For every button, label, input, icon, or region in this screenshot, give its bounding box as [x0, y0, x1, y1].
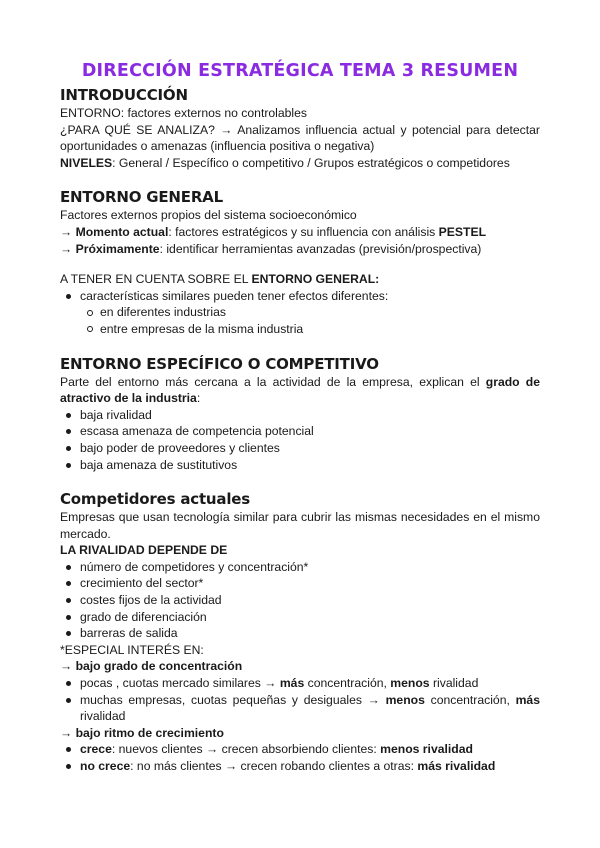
list-item — [60, 675, 540, 692]
list-item — [60, 692, 540, 725]
item-text: rivalidad — [429, 676, 479, 691]
arrow-glyph: → — [60, 659, 76, 674]
competidores-intro: Empresas que usan tecnología similar para cubrir las mismas necesidades en el mismo mercado. — [60, 510, 540, 541]
general-line-factores: Factores externos propios del sistema socioeconómico — [60, 208, 357, 223]
arrow-glyph: → — [60, 224, 76, 239]
item-text: pocas , cuotas mercado similares → — [80, 676, 280, 691]
list-item: crecimiento del sector* — [60, 575, 540, 592]
prox-label: Próximamente — [75, 241, 160, 256]
especial-interes: *ESPECIAL INTERÉS EN: — [60, 642, 204, 657]
arrow-glyph: → — [60, 725, 76, 740]
especifico-heading: ENTORNO ESPECÍFICO O COMPETITIVO — [60, 354, 379, 373]
list-item: costes fijos de la actividad — [60, 592, 540, 609]
crecimiento-list — [60, 741, 540, 774]
list-item: escasa amenaza de competencia potencial — [60, 423, 540, 440]
general-heading: ENTORNO GENERAL — [60, 188, 223, 207]
item-bold: menos rivalidad — [380, 742, 473, 757]
general-momento — [60, 224, 540, 241]
crecimiento-heading — [60, 725, 540, 742]
especifico-intro-end: : — [196, 391, 201, 406]
especifico-list — [60, 407, 540, 473]
item-text: concentración, — [304, 676, 391, 691]
list-item: características similares pueden tener efectos diferentes: — [60, 288, 540, 305]
item-bold: más — [279, 676, 305, 691]
especifico-intro-bold: grado de atractivo de la industria — [60, 374, 540, 406]
item-bold: no crece — [80, 759, 131, 773]
crecimiento-heading-text: bajo ritmo de crecimiento — [75, 725, 224, 740]
list-item: bajo poder de proveedores y clientes — [60, 440, 540, 457]
list-item — [60, 741, 540, 758]
rivalidad-heading-text: LA RIVALIDAD DEPENDE DE — [60, 543, 228, 558]
item-text: : no más clientes → crecen robando clientes a otras: — [130, 759, 418, 773]
list-item: barreras de salida — [60, 625, 540, 642]
intro-line-analiza: ¿PARA QUÉ SE ANALIZA? → Analizamos influencia actual y potencial para detectar oportunidades o amenazas (influencia positiva o negativa) — [60, 122, 540, 154]
especifico-intro-text: Parte del entorno más cercana a la actividad de la empresa, explican el — [60, 374, 486, 389]
arrow-glyph: → — [60, 241, 76, 256]
list-item: grado de diferenciación — [60, 609, 540, 626]
item-bold: crece — [80, 742, 112, 757]
rivalidad-list — [60, 559, 540, 642]
general-proximamente — [60, 241, 540, 258]
item-text: : nuevos clientes → crecen absorbiendo clientes: — [111, 742, 381, 757]
tener-text: A TENER EN CUENTA SOBRE EL — [60, 272, 252, 287]
niveles-text: : General / Específico o competitivo / Grupos estratégicos o competidores — [112, 155, 510, 170]
item-text: muchas empresas, cuotas pequeñas y desiguales → — [80, 692, 386, 707]
momento-text: : factores estratégicos y su influencia con análisis — [168, 224, 439, 239]
item-bold: menos — [385, 692, 425, 707]
competidores-heading: Competidores actuales — [60, 490, 250, 509]
item-text: rivalidad — [80, 709, 126, 724]
rivalidad-heading — [60, 542, 540, 559]
list-item: baja rivalidad — [60, 407, 540, 424]
momento-label: Momento actual — [75, 224, 169, 239]
list-subitem: entre empresas de la misma industria — [60, 321, 540, 338]
item-text: concentración, — [424, 692, 516, 707]
item-bold: más rivalidad — [417, 759, 496, 773]
intro-line-entorno: ENTORNO: factores externos no controlables — [60, 106, 308, 120]
intro-heading: INTRODUCCIÓN — [60, 86, 188, 104]
list-item: número de competidores y concentración* — [60, 559, 540, 576]
concentracion-list — [60, 675, 540, 725]
intro-niveles — [60, 155, 540, 172]
especifico-intro — [60, 374, 540, 407]
pestel-label: PESTEL — [438, 224, 487, 239]
item-bold: menos — [390, 676, 430, 691]
niveles-label: NIVELES — [60, 155, 113, 170]
tener-bold: ENTORNO GENERAL: — [251, 272, 380, 287]
general-tener — [60, 271, 540, 288]
list-item: baja amenaza de sustitutivos — [60, 457, 540, 474]
item-bold: más — [515, 692, 540, 707]
list-subitem: en diferentes industrias — [60, 304, 540, 321]
prox-text: : identificar herramientas avanzadas (previsión/prospectiva) — [159, 241, 482, 256]
concentracion-heading — [60, 658, 540, 675]
general-list — [60, 288, 540, 338]
document-title: DIRECCIÓN ESTRATÉGICA TEMA 3 RESUMEN — [81, 61, 519, 81]
concentracion-heading-text: bajo grado de concentración — [75, 659, 243, 674]
list-item — [60, 758, 540, 775]
